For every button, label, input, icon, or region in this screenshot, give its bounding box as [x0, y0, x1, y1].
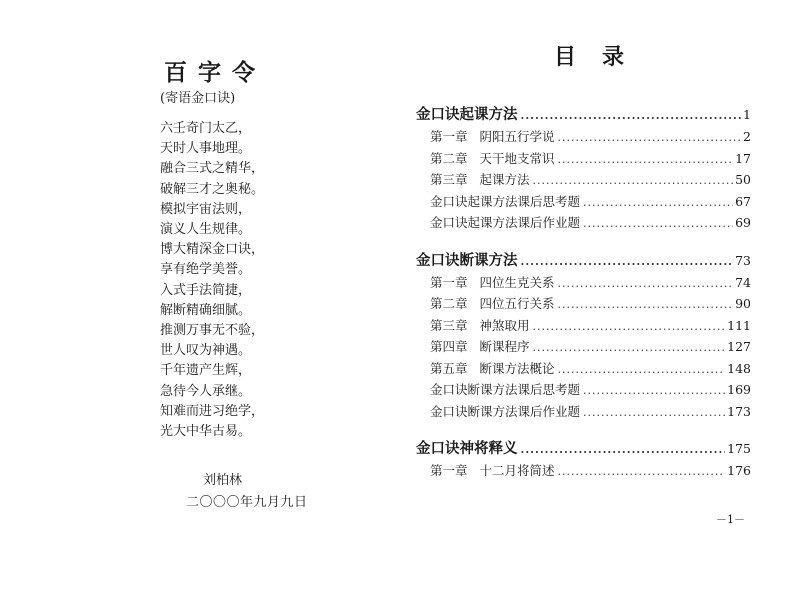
toc-entry[interactable] — [416, 337, 751, 359]
chapter-number: 第三章 — [430, 317, 468, 333]
chapter-title: 断课方法概论 — [479, 360, 555, 376]
toc-entry[interactable] — [416, 294, 751, 316]
chapter-title: 十二月将简述 — [479, 463, 555, 478]
dot-leader — [558, 277, 734, 290]
toc-page-number: 173 — [727, 403, 751, 419]
table-of-contents — [416, 103, 751, 497]
toc-entry[interactable] — [416, 380, 751, 402]
poem-subtitle: (寄语金口诀) — [160, 91, 236, 106]
chapter-title: 起课方法 — [479, 172, 530, 187]
toc-page-number: 127 — [727, 339, 751, 354]
dot-leader — [583, 406, 725, 419]
chapter-number: 第一章 — [430, 129, 468, 144]
toc-page-number: 111 — [727, 317, 751, 333]
toc-page-number: 69 — [735, 215, 751, 230]
toc-section-heading[interactable] — [416, 249, 751, 273]
page-number: －1－ — [716, 513, 745, 526]
dot-leader — [521, 443, 726, 456]
chapter-number: 第三章 — [430, 172, 468, 187]
chapter-title: 金口诀起课方法课后作业题 — [430, 215, 581, 230]
right-page — [396, 0, 793, 591]
poem-line: 演义人生规律。 — [160, 222, 252, 238]
toc-page-number: 17 — [735, 150, 751, 166]
toc-page-number: 2 — [743, 129, 751, 144]
chapter-title: 金口诀断课方法课后作业题 — [430, 403, 581, 419]
toc-page-number: 169 — [727, 382, 751, 397]
toc-section-heading[interactable] — [416, 437, 751, 461]
dot-leader — [558, 153, 734, 166]
toc-entry[interactable] — [416, 316, 751, 338]
toc-section-title: 金口诀断课方法 — [416, 251, 518, 269]
toc-section-title: 金口诀起课方法 — [416, 106, 518, 123]
toc-section — [416, 437, 751, 483]
toc-page-number: 176 — [727, 463, 751, 478]
poem-body — [160, 119, 264, 442]
poem-line: 知难而进习绝学， — [160, 403, 265, 419]
toc-page-number: 50 — [735, 172, 751, 187]
dot-leader — [521, 109, 742, 122]
poem-line: 急待今人承继。 — [160, 383, 252, 399]
dot-leader — [583, 384, 725, 397]
toc-section-title: 金口诀神将释义 — [416, 440, 518, 457]
toc-title: 目录 — [554, 44, 651, 70]
poem-line: 世人叹为神遇。 — [160, 343, 252, 359]
dot-leader — [583, 217, 733, 230]
toc-entry[interactable] — [416, 170, 751, 192]
toc-entry[interactable] — [416, 461, 751, 483]
toc-entry[interactable] — [416, 213, 751, 235]
dot-leader — [558, 363, 726, 376]
toc-section — [416, 249, 751, 424]
toc-page-number: 1 — [743, 107, 751, 122]
toc-page-number: 67 — [735, 193, 751, 209]
dot-leader — [583, 196, 733, 209]
chapter-title: 四位生克关系 — [479, 274, 555, 290]
poem-line: 推测万事无不验， — [160, 323, 265, 339]
poem-line: 天时人事地理。 — [160, 141, 252, 157]
dot-leader — [521, 255, 734, 268]
toc-entry[interactable] — [416, 359, 751, 381]
poem-line: 光大中华古易。 — [160, 424, 252, 440]
toc-page-number: 74 — [735, 274, 751, 290]
poem-date: 二〇〇〇年九月九日 — [186, 495, 308, 510]
dot-leader — [558, 465, 726, 478]
poem-line: 解断精确细腻。 — [160, 302, 252, 318]
poem-line: 融合三式之精华， — [160, 161, 265, 177]
chapter-number: 第五章 — [430, 360, 468, 376]
toc-entry[interactable] — [416, 127, 751, 149]
toc-page-number: 175 — [727, 441, 751, 456]
poem-line: 享有绝学美誉。 — [160, 262, 252, 278]
chapter-number: 第二章 — [430, 150, 468, 166]
poem-line: 模拟宇宙法则， — [160, 201, 252, 217]
toc-page-number: 90 — [735, 296, 751, 311]
chapter-title: 断课程序 — [479, 339, 530, 354]
toc-entry[interactable] — [416, 149, 751, 171]
chapter-title: 阴阳五行学说 — [479, 129, 555, 144]
left-page — [0, 0, 396, 591]
chapter-number: 第一章 — [430, 274, 468, 290]
toc-section — [416, 103, 751, 235]
toc-page-number: 148 — [727, 360, 751, 376]
toc-entry[interactable] — [416, 273, 751, 295]
chapter-title: 神煞取用 — [479, 317, 530, 333]
toc-section-heading[interactable] — [416, 103, 751, 127]
chapter-number: 第一章 — [430, 463, 468, 478]
chapter-number: 第二章 — [430, 296, 468, 311]
poem-line: 入式手法简捷， — [160, 282, 252, 298]
poem-author: 刘柏林 — [203, 473, 243, 488]
poem-line: 六壬奇门太乙， — [160, 121, 252, 136]
dot-leader — [533, 320, 726, 333]
chapter-title: 四位五行关系 — [479, 296, 555, 311]
dot-leader — [533, 174, 734, 187]
toc-entry[interactable] — [416, 192, 751, 214]
dot-leader — [533, 341, 726, 354]
poem-line: 破解三才之奥秘。 — [160, 181, 265, 197]
toc-entry[interactable] — [416, 402, 751, 424]
poem-title: 百字令 — [164, 59, 266, 86]
poem-line: 博大精深金口诀， — [160, 242, 265, 258]
chapter-title: 天干地支常识 — [479, 150, 555, 166]
chapter-number: 第四章 — [430, 339, 468, 354]
dot-leader — [558, 131, 741, 144]
dot-leader — [558, 298, 734, 311]
chapter-title: 金口诀断课方法课后思考题 — [430, 382, 581, 397]
toc-page-number: 73 — [735, 252, 751, 268]
chapter-title: 金口诀起课方法课后思考题 — [430, 193, 581, 209]
poem-line: 千年遗产生辉， — [160, 363, 252, 379]
